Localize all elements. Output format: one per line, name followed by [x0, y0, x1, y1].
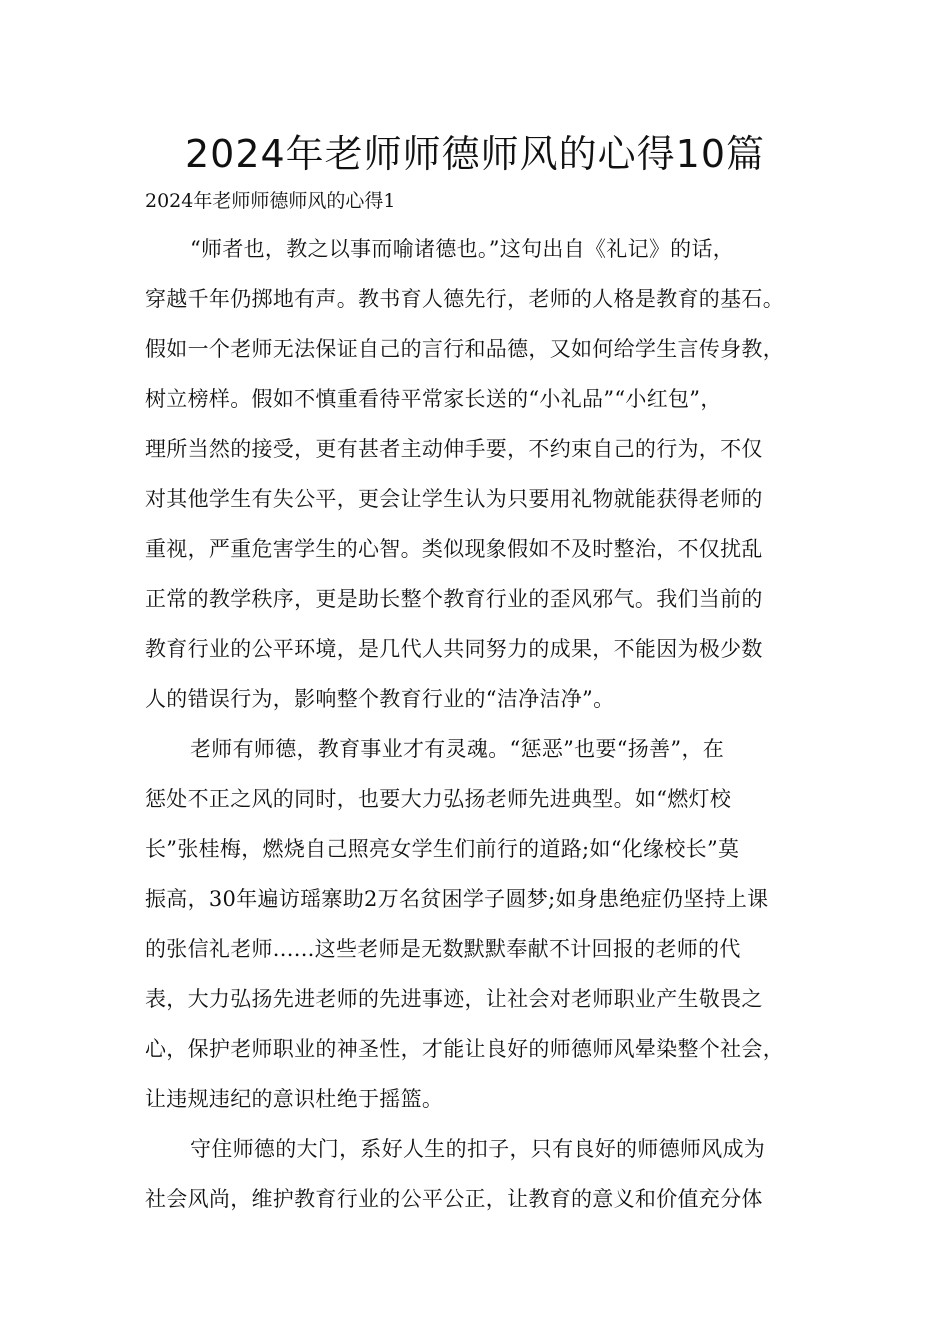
document-title: 2024年老师师德师风的心得10篇 [184, 132, 766, 176]
paragraph-line: 社会风尚，维护教育行业的公平公正，让教育的意义和价值充分体 [145, 1187, 763, 1211]
paragraph-line: 假如一个老师无法保证自己的言行和品德，又如何给学生言传身教， [145, 337, 784, 361]
paragraph-line: 重视，严重危害学生的心智。类似现象假如不及时整治，不仅扰乱 [145, 537, 763, 561]
paragraph-line: 让违规违纪的意识杜绝于摇篮。 [145, 1087, 444, 1111]
section-heading: 2024年老师师德师风的心得1 [145, 190, 396, 212]
paragraph-line: 理所当然的接受，更有甚者主动伸手要，不约束自己的行为，不仅 [145, 437, 763, 461]
paragraph-line: 的张信礼老师......这些老师是无数默默奉献不计回报的老师的代 [145, 937, 741, 961]
paragraph-line: 心，保护老师职业的神圣性，才能让良好的师德师风晕染整个社会， [145, 1037, 784, 1061]
paragraph-line: 树立榜样。假如不慎重看待平常家长送的“小礼品”“小红包”， [145, 387, 722, 411]
paragraph-line: 人的错误行为，影响整个教育行业的“洁净洁净”。 [145, 687, 615, 711]
paragraph-line: “师者也，教之以事而喻诸德也。”这句出自《礼记》的话， [190, 237, 735, 261]
paragraph-line: 穿越千年仍掷地有声。教书育人德先行，老师的人格是教育的基石。 [145, 287, 784, 311]
paragraph-line: 长”张桂梅，燃烧自己照亮女学生们前行的道路;如“化缘校长”莫 [145, 837, 740, 861]
paragraph-line: 惩处不正之风的同时，也要大力弘扬老师先进典型。如“燃灯校 [145, 787, 732, 811]
paragraph-line: 教育行业的公平环境，是几代人共同努力的成果，不能因为极少数 [145, 637, 763, 661]
paragraph-line: 正常的教学秩序，更是助长整个教育行业的歪风邪气。我们当前的 [145, 587, 763, 611]
paragraph-line: 振高，30年遍访瑶寨助2万名贫困学子圆梦;如身患绝症仍坚持上课 [145, 887, 769, 911]
paragraph-line: 守住师德的大门，系好人生的扣子，只有良好的师德师风成为 [190, 1137, 766, 1161]
paragraph-line: 表，大力弘扬先进老师的先进事迹，让社会对老师职业产生敬畏之 [145, 987, 763, 1011]
paragraph-line: 对其他学生有失公平，更会让学生认为只要用礼物就能获得老师的 [145, 487, 763, 511]
paragraph-line: 老师有师德，教育事业才有灵魂。“惩恶”也要“扬善”，在 [190, 737, 725, 761]
